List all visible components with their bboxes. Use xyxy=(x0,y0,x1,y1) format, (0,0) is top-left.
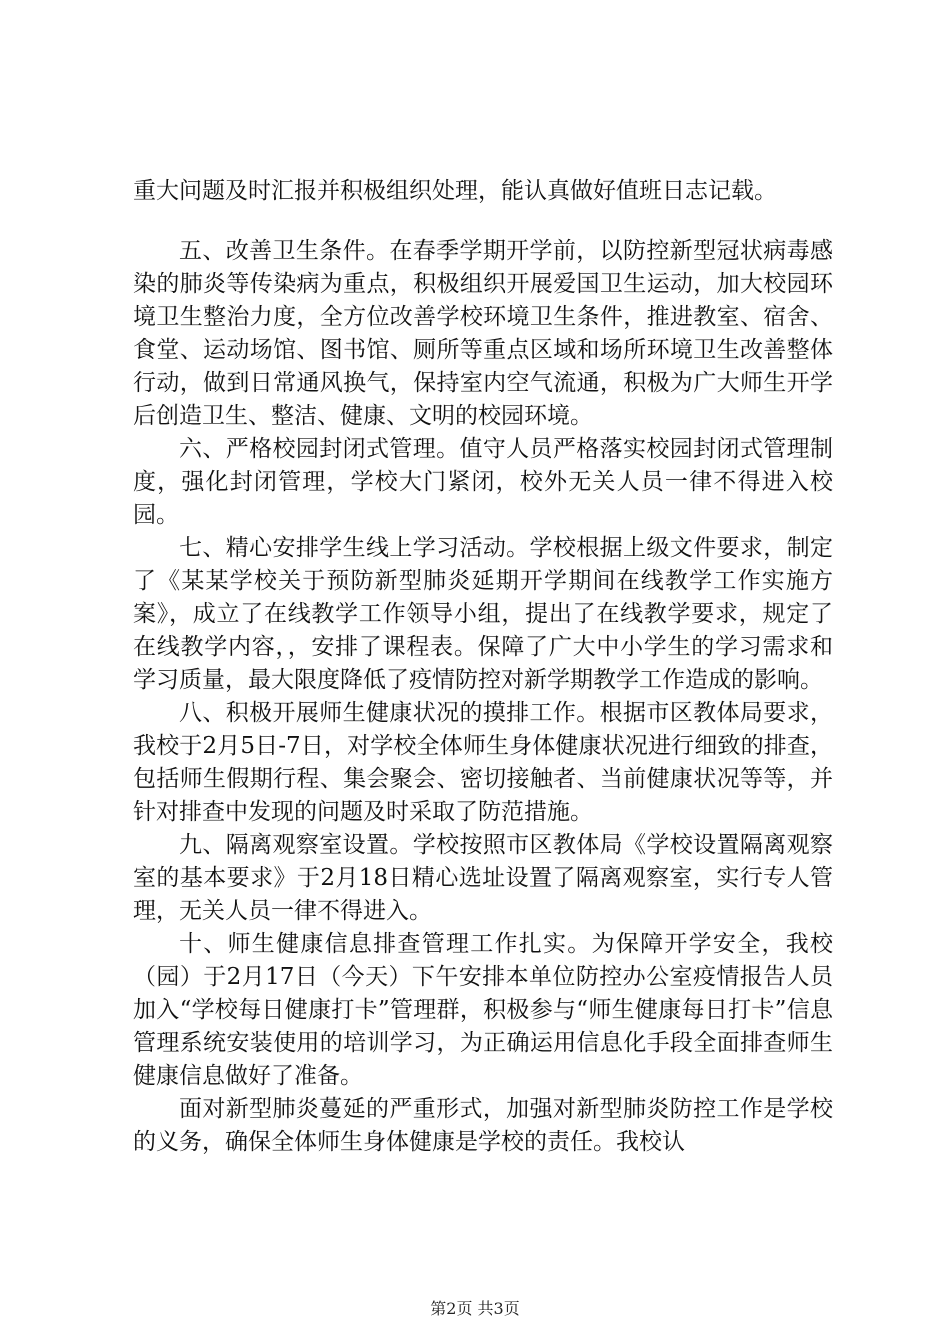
paragraph-7-online-learning: 七、精心安排学生线上学习活动。学校根据上级文件要求，制定了《某某学校关于预防新型肺炎延期开学期间在线教学工作实施方案》，成立了在线教学工作领导小组，提出了在线教学要求，规定了在线教学内容，，安排了课程表。保障了广大中小学生的学习需求和学习质量，最大限度降低了疫情防控对新学期教学工作造成的影响。 xyxy=(133,535,833,693)
paragraph-8-health-screening: 八、积极开展师生健康状况的摸排工作。根据市区教体局要求，我校于2月5日-7日，对学校全体师生身体健康状况进行细致的排查，包括师生假期行程、集会聚会、密切接触者、当前健康状况等等，并针对排查中发现的问题及时采取了防范措施。 xyxy=(133,700,833,825)
paragraph-10-health-info: 十、师生健康信息排查管理工作扎实。为保障开学安全，我校（园）于2月17日（今天）下午安排本单位防控办公室疫情报告人员加入“学校每日健康打卡”管理群，积极参与“师生健康每日打卡”信息管理系统安装使用的培训学习，为正确运用信息化手段全面排查师生健康信息做好了准备。 xyxy=(133,931,833,1089)
page-number-footer: 第2页 共3页 xyxy=(430,1299,520,1318)
paragraph-6-closed-management: 六、严格校园封闭式管理。值守人员严格落实校园封闭式管理制度，强化封闭管理，学校大门紧闭，校外无关人员一律不得进入校园。 xyxy=(133,436,833,528)
paragraph-9-isolation-room: 九、隔离观察室设置。学校按照市区教体局《学校设置隔离观察室的基本要求》于2月18日精心选址设置了隔离观察室，实行专人管理，无关人员一律不得进入。 xyxy=(133,832,833,924)
paragraph-5-sanitation: 五、改善卫生条件。在春季学期开学前，以防控新型冠状病毒感染的肺炎等传染病为重点，积极组织开展爱国卫生运动，加大校园环境卫生整治力度，全方位改善学校环境卫生条件，推进教室、宿舍、食堂、运动场馆、图书馆、厕所等重点区域和场所环境卫生改善整体行动，做到日常通风换气，保持室内空气流通，积极为广大师生开学后创造卫生、整洁、健康、文明的校园环境。 xyxy=(133,238,833,429)
paragraph-conclusion: 面对新型肺炎蔓延的严重形式，加强对新型肺炎防控工作是学校的义务，确保全体师生身体健康是学校的责任。我校认 xyxy=(133,1096,833,1155)
paragraph-continuation: 重大问题及时汇报并积极组织处理，能认真做好值班日志记载。 xyxy=(133,178,777,204)
document-body xyxy=(133,175,833,1159)
